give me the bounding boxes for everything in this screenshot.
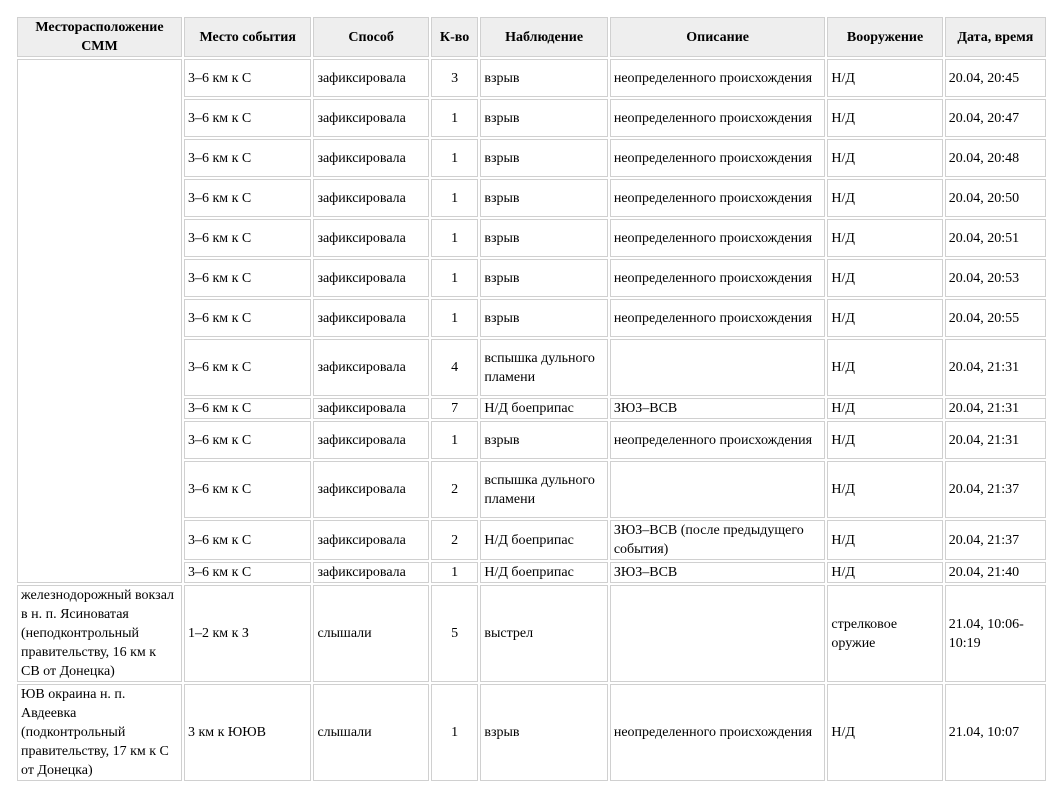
cell-location: железнодорожный вокзал в н. п. Ясиноватая (неподконтрольный правительству, 16 км к СВ от Донецка) [17,585,182,682]
cell-observation: Н/Д боеприпас [480,520,608,560]
header-location: Месторасположение СММ [17,17,182,57]
cell-datetime: 20.04, 20:45 [945,59,1046,97]
cell-method: слышали [313,684,428,781]
cell-description: неопределенного происхождения [610,139,826,177]
cell-method: зафиксировала [313,520,428,560]
cell-weapon: Н/Д [827,398,942,419]
cell-place: 3–6 км к С [184,219,312,257]
cell-method: зафиксировала [313,179,428,217]
cell-place: 1–2 км к З [184,585,312,682]
cell-description: неопределенного происхождения [610,219,826,257]
cell-observation: взрыв [480,139,608,177]
cell-weapon: Н/Д [827,684,942,781]
cell-description: неопределенного происхождения [610,684,826,781]
cell-place: 3–6 км к С [184,520,312,560]
cell-location: ЮВ окраина н. п. Авдеевка (подконтрольный правительству, 17 км к С от Донецка) [17,684,182,781]
cell-method: зафиксировала [313,59,428,97]
header-place: Место события [184,17,312,57]
cell-place: 3–6 км к С [184,339,312,396]
cell-datetime: 20.04, 20:47 [945,99,1046,137]
cell-weapon: Н/Д [827,59,942,97]
cell-observation: Н/Д боеприпас [480,398,608,419]
cell-datetime: 20.04, 21:31 [945,398,1046,419]
cell-observation: взрыв [480,421,608,459]
cell-observation: взрыв [480,684,608,781]
header-method: Способ [313,17,428,57]
cell-method: зафиксировала [313,461,428,518]
cell-method: зафиксировала [313,562,428,583]
header-observation: Наблюдение [480,17,608,57]
cell-weapon: стрелковое оружие [827,585,942,682]
cell-observation: взрыв [480,99,608,137]
cell-datetime: 20.04, 20:50 [945,179,1046,217]
cell-weapon: Н/Д [827,299,942,337]
cell-description: неопределенного происхождения [610,59,826,97]
cell-weapon: Н/Д [827,99,942,137]
cell-count: 1 [431,562,479,583]
header-weapon: Вооружение [827,17,942,57]
cell-method: слышали [313,585,428,682]
cell-datetime: 20.04, 21:37 [945,520,1046,560]
cell-observation: Н/Д боеприпас [480,562,608,583]
cell-datetime: 20.04, 21:31 [945,339,1046,396]
cell-datetime: 20.04, 20:48 [945,139,1046,177]
cell-datetime: 20.04, 20:53 [945,259,1046,297]
cell-method: зафиксировала [313,398,428,419]
cell-description [610,461,826,518]
cell-place: 3–6 км к С [184,59,312,97]
table-row [17,684,1046,781]
cell-observation: выстрел [480,585,608,682]
cell-weapon: Н/Д [827,139,942,177]
cell-count: 4 [431,339,479,396]
header-row [17,17,1046,57]
cell-method: зафиксировала [313,99,428,137]
cell-count: 1 [431,219,479,257]
cell-weapon: Н/Д [827,562,942,583]
cell-method: зафиксировала [313,421,428,459]
cell-datetime: 20.04, 20:55 [945,299,1046,337]
cell-count: 5 [431,585,479,682]
cell-datetime: 20.04, 21:31 [945,421,1046,459]
cell-observation: вспышка дульного пламени [480,339,608,396]
cell-datetime: 20.04, 21:37 [945,461,1046,518]
header-datetime: Дата, время [945,17,1046,57]
cell-observation: взрыв [480,179,608,217]
observations-table [15,15,1048,783]
cell-place: 3 км к ЮЮВ [184,684,312,781]
cell-description [610,339,826,396]
cell-description: неопределенного происхождения [610,259,826,297]
cell-count: 1 [431,139,479,177]
table-row [17,59,1046,97]
cell-place: 3–6 км к С [184,461,312,518]
table-row [17,585,1046,682]
cell-place: 3–6 км к С [184,99,312,137]
header-count: К-во [431,17,479,57]
cell-method: зафиксировала [313,219,428,257]
cell-place: 3–6 км к С [184,259,312,297]
cell-place: 3–6 км к С [184,139,312,177]
cell-description: неопределенного происхождения [610,99,826,137]
cell-count: 1 [431,421,479,459]
cell-count: 1 [431,179,479,217]
cell-place: 3–6 км к С [184,299,312,337]
cell-count: 1 [431,99,479,137]
cell-description: неопределенного происхождения [610,421,826,459]
cell-location [17,59,182,583]
cell-method: зафиксировала [313,259,428,297]
cell-datetime: 20.04, 21:40 [945,562,1046,583]
cell-description: неопределенного происхождения [610,179,826,217]
cell-observation: вспышка дульного пламени [480,461,608,518]
cell-count: 2 [431,461,479,518]
cell-method: зафиксировала [313,339,428,396]
cell-count: 1 [431,299,479,337]
cell-weapon: Н/Д [827,219,942,257]
cell-weapon: Н/Д [827,339,942,396]
cell-description: ЗЮЗ–ВСВ [610,398,826,419]
cell-method: зафиксировала [313,299,428,337]
cell-count: 2 [431,520,479,560]
cell-method: зафиксировала [313,139,428,177]
cell-count: 3 [431,59,479,97]
cell-observation: взрыв [480,299,608,337]
cell-count: 7 [431,398,479,419]
cell-datetime: 20.04, 20:51 [945,219,1046,257]
cell-observation: взрыв [480,259,608,297]
cell-observation: взрыв [480,59,608,97]
cell-place: 3–6 км к С [184,421,312,459]
header-description: Описание [610,17,826,57]
cell-observation: взрыв [480,219,608,257]
cell-description: неопределенного происхождения [610,299,826,337]
cell-place: 3–6 км к С [184,179,312,217]
cell-datetime: 21.04, 10:07 [945,684,1046,781]
cell-datetime: 21.04, 10:06-10:19 [945,585,1046,682]
cell-weapon: Н/Д [827,520,942,560]
cell-weapon: Н/Д [827,259,942,297]
cell-description: ЗЮЗ–ВСВ [610,562,826,583]
cell-description: ЗЮЗ–ВСВ (после предыдущего события) [610,520,826,560]
cell-count: 1 [431,684,479,781]
cell-weapon: Н/Д [827,179,942,217]
cell-count: 1 [431,259,479,297]
cell-weapon: Н/Д [827,421,942,459]
cell-place: 3–6 км к С [184,398,312,419]
cell-place: 3–6 км к С [184,562,312,583]
cell-description [610,585,826,682]
cell-weapon: Н/Д [827,461,942,518]
